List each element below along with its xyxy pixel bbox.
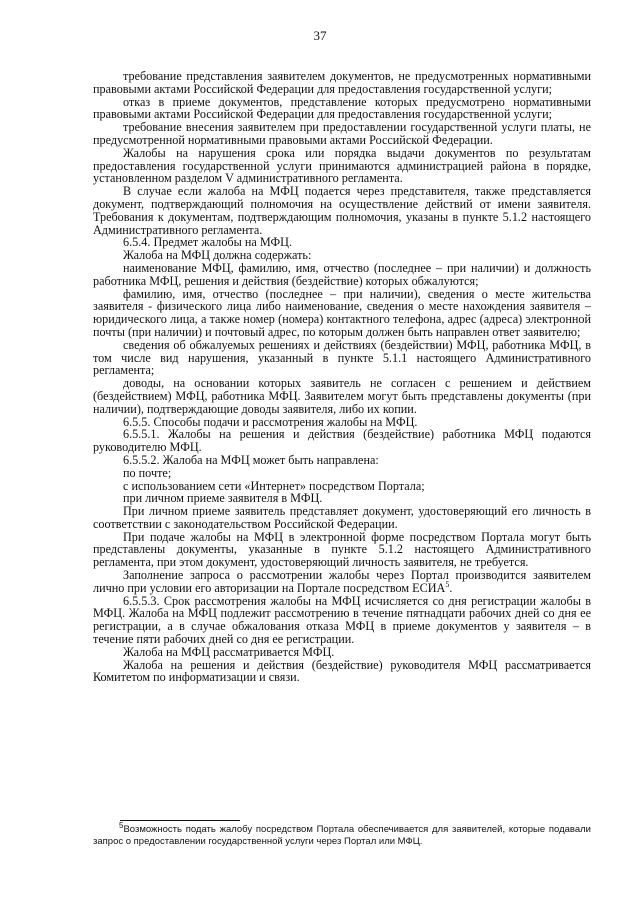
paragraph: Жалоба на МФЦ рассматривается МФЦ. bbox=[123, 644, 335, 659]
paragraph: Жалоба на решения и действия (бездействие) руководителя МФЦ рассматривается Комитетом по информатизации и связи. bbox=[93, 657, 591, 685]
paragraph: отказ в приеме документов, представление которых предусмотрено нормативными правовыми актами Российской Федерации для предоставления государственной услуги; bbox=[93, 94, 591, 122]
paragraph: Жалоба на МФЦ должна содержать: bbox=[123, 248, 312, 263]
paragraph-text: Заполнение запроса о рассмотрении жалобы через Портал производится заявителем лично при условии его авторизации на Портале посредством ЕСИА bbox=[93, 568, 591, 595]
paragraph-end: . bbox=[449, 580, 453, 595]
section-heading: 6.5.5. Способы подачи и рассмотрения жалобы на МФЦ. bbox=[123, 414, 418, 429]
paragraph: с использованием сети «Интернет» посредством Портала; bbox=[123, 478, 425, 493]
footnote-separator bbox=[120, 820, 240, 821]
paragraph: 6.5.5.3. Срок рассмотрения жалобы на МФЦ исчисляется со дня регистрации жалобы в МФЦ. Жалоба на МФЦ подлежит рассмотрению в течение пятнадцати рабочих дней со дня ее регистрации, а в случае обжалования отказа МФЦ в приеме документов у заявителя – в течение пяти рабочих дней со дня ее регистрации. bbox=[93, 593, 591, 647]
footnote-reference[interactable]: 5 bbox=[445, 579, 450, 589]
paragraph: при личном приеме заявителя в МФЦ. bbox=[123, 491, 323, 506]
footnote-mark: 5 bbox=[119, 820, 124, 830]
paragraph: фамилию, имя, отчество (последнее – при наличии), сведения о месте жительства заявителя - физического лица либо наименование, сведения о месте нахождения заявителя – юридического лица, а также номер (номера) контактного телефона, адрес (адреса) электронной почты (при наличии) и почтовый адрес, по которым должен быть направлен ответ заявителю; bbox=[93, 286, 591, 339]
section-heading: 6.5.4. Предмет жалобы на МФЦ. bbox=[123, 235, 292, 250]
paragraph: доводы, на основании которых заявитель не согласен с решением и действием (бездействием) МФЦ, работника МФЦ. Заявителем могут быть представлены документы (при наличии), подтверждающие доводы заявителя, либо их копии. bbox=[93, 376, 591, 416]
paragraph: требование представления заявителем документов, не предусмотренных нормативными правовыми актами Российской Федерации для предоставления государственной услуги; bbox=[93, 69, 591, 96]
footnote-body: Возможность подать жалобу посредством Портала обеспечивается для заявителей, которые подавали запрос о предоставлении государственной услуги через Портал или МФЦ. bbox=[93, 824, 591, 847]
paragraph: требование внесения заявителем при предоставлении государственной услуги платы, не предусмотренной нормативными правовыми актами Российской Федерации. bbox=[93, 120, 591, 147]
page-number: 37 bbox=[313, 28, 327, 43]
paragraph: Жалобы на нарушения срока или порядка выдачи документов по результатам предоставления государственной услуги принимаются администрацией района в порядке, установленном разделом V административного регламента. bbox=[93, 145, 591, 186]
paragraph: наименование МФЦ, фамилию, имя, отчество (последнее – при наличии) и должность работника МФЦ, решения и действия (бездействие) которых обжалуются; bbox=[93, 260, 591, 288]
paragraph: При личном приеме заявитель представляет документ, удостоверяющий его личность в соответствии с законодательством Российской Федерации. bbox=[93, 504, 591, 531]
paragraph-with-footnote bbox=[93, 569, 591, 595]
paragraph: 6.5.5.1. Жалобы на решения и действия (бездействие) работника МФЦ подаются руководителю МФЦ. bbox=[93, 427, 591, 455]
paragraph: При подаче жалобы на МФЦ в электронной форме посредством Портала могут быть представлены документы, указанные в пункте 5.1.2 настоящего Административного регламента, при этом документ, удостоверяющий личность заявителя, не требуется. bbox=[93, 529, 591, 570]
paragraph: по почте; bbox=[123, 465, 172, 480]
body-text bbox=[93, 70, 591, 684]
footnote-text bbox=[93, 820, 591, 848]
paragraph: В случае если жалоба на МФЦ подается через представителя, также представляется документ, подтверждающий полномочия на осуществление действий от имени заявителя. Требования к документам, подтверждающим полномочия, указаны в пункте 5.1.2 настоящего Административного регламента. bbox=[93, 184, 591, 237]
paragraph: сведения об обжалуемых решениях и действиях (бездействии) МФЦ, работника МФЦ, в том числе вид нарушения, указанный в пункте 5.1.1 настоящего Административного регламента; bbox=[93, 337, 591, 378]
footnote bbox=[93, 820, 591, 848]
paragraph: 6.5.5.2. Жалоба на МФЦ может быть направлена: bbox=[123, 452, 379, 467]
